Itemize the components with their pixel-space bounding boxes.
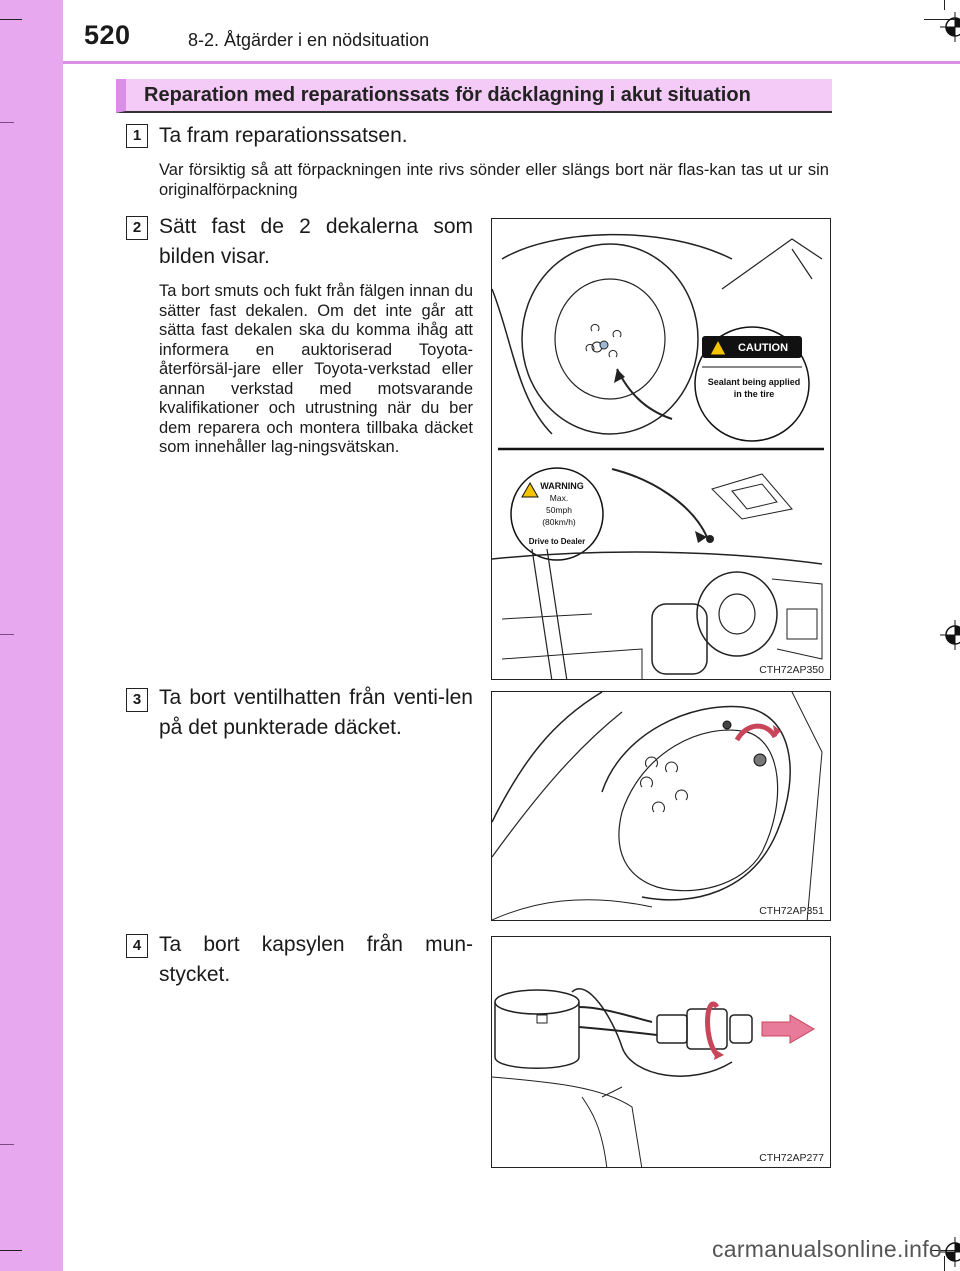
registration-mark-icon [940,620,960,650]
warning-dealer: Drive to Dealer [528,537,586,546]
step-number-1: 1 [126,124,148,148]
figure-code: CTH72AP350 [759,664,824,676]
registration-mark-icon [940,12,960,42]
warning-speed-mph: 50mph [546,505,572,515]
caution-label: CAUTION [737,342,789,354]
page-number: 520 [84,20,131,50]
step-number-2: 2 [126,216,148,240]
figure-valve-cap [491,691,831,921]
registration-mark-icon [940,1237,960,1267]
warning-label: WARNING [540,481,584,491]
step-4-title: Ta bort kapsylen från mun-stycket. [159,933,473,986]
decal-illustration [492,219,831,680]
section-title: Reparation med reparationssats för däcklagning i akut situation [144,84,751,106]
crop-mark [944,0,945,10]
margin-tick [0,122,14,123]
step-2-title: Sätt fast de 2 dekalerna som bilden visar. [159,215,473,268]
step-1-body: Var försiktig så att förpackningen inte rivs sönder eller slängs bort när flas-kan tas ut ur sin originalförpackning [159,161,829,199]
figure-code: CTH72AP277 [759,1152,824,1164]
valve-cap-illustration [492,692,831,921]
header-rule [63,61,960,64]
margin-tick [0,1144,14,1145]
crop-mark [0,19,22,20]
step-number-4: 4 [126,934,148,958]
warning-max: Max. [549,493,569,503]
step-number-3: 3 [126,688,148,712]
warning-speed-kmh: (80km/h) [542,517,576,527]
caution-text-line-1: Sealant being applied [707,377,801,387]
caution-text-line-2: in the tire [733,389,775,399]
step-3-title: Ta bort ventilhatten från venti-len på det punkterade däcket. [159,686,473,739]
margin-tick [0,634,14,635]
chapter-title: 8-2. Åtgärder i en nödsituation [188,30,430,50]
figure-nozzle-cap [491,936,831,1168]
side-strip [0,0,63,1271]
figure-decal-placement [491,218,831,680]
figure-code: CTH72AP351 [759,905,824,917]
nozzle-cap-illustration [492,937,831,1168]
step-1-title: Ta fram reparationssatsen. [159,124,408,147]
section-title-bar [116,79,832,113]
step-2-body: Ta bort smuts och fukt från fälgen innan du sätter fast dekalen. Om det inte går att sätta fast dekalen ska du komma ihåg att informera en auktoriserad Toyota-återförsäl-jare eller Toyota-verkstad eller annan verkstad med motsvarande kvalifikationer och utrustning när du ber dem reparera och montera tillbaka däcket som innehåller lag-ningsvätskan. [159,282,473,456]
crop-mark [0,1250,22,1251]
watermark: carmanualsonline.info [711,1236,942,1262]
